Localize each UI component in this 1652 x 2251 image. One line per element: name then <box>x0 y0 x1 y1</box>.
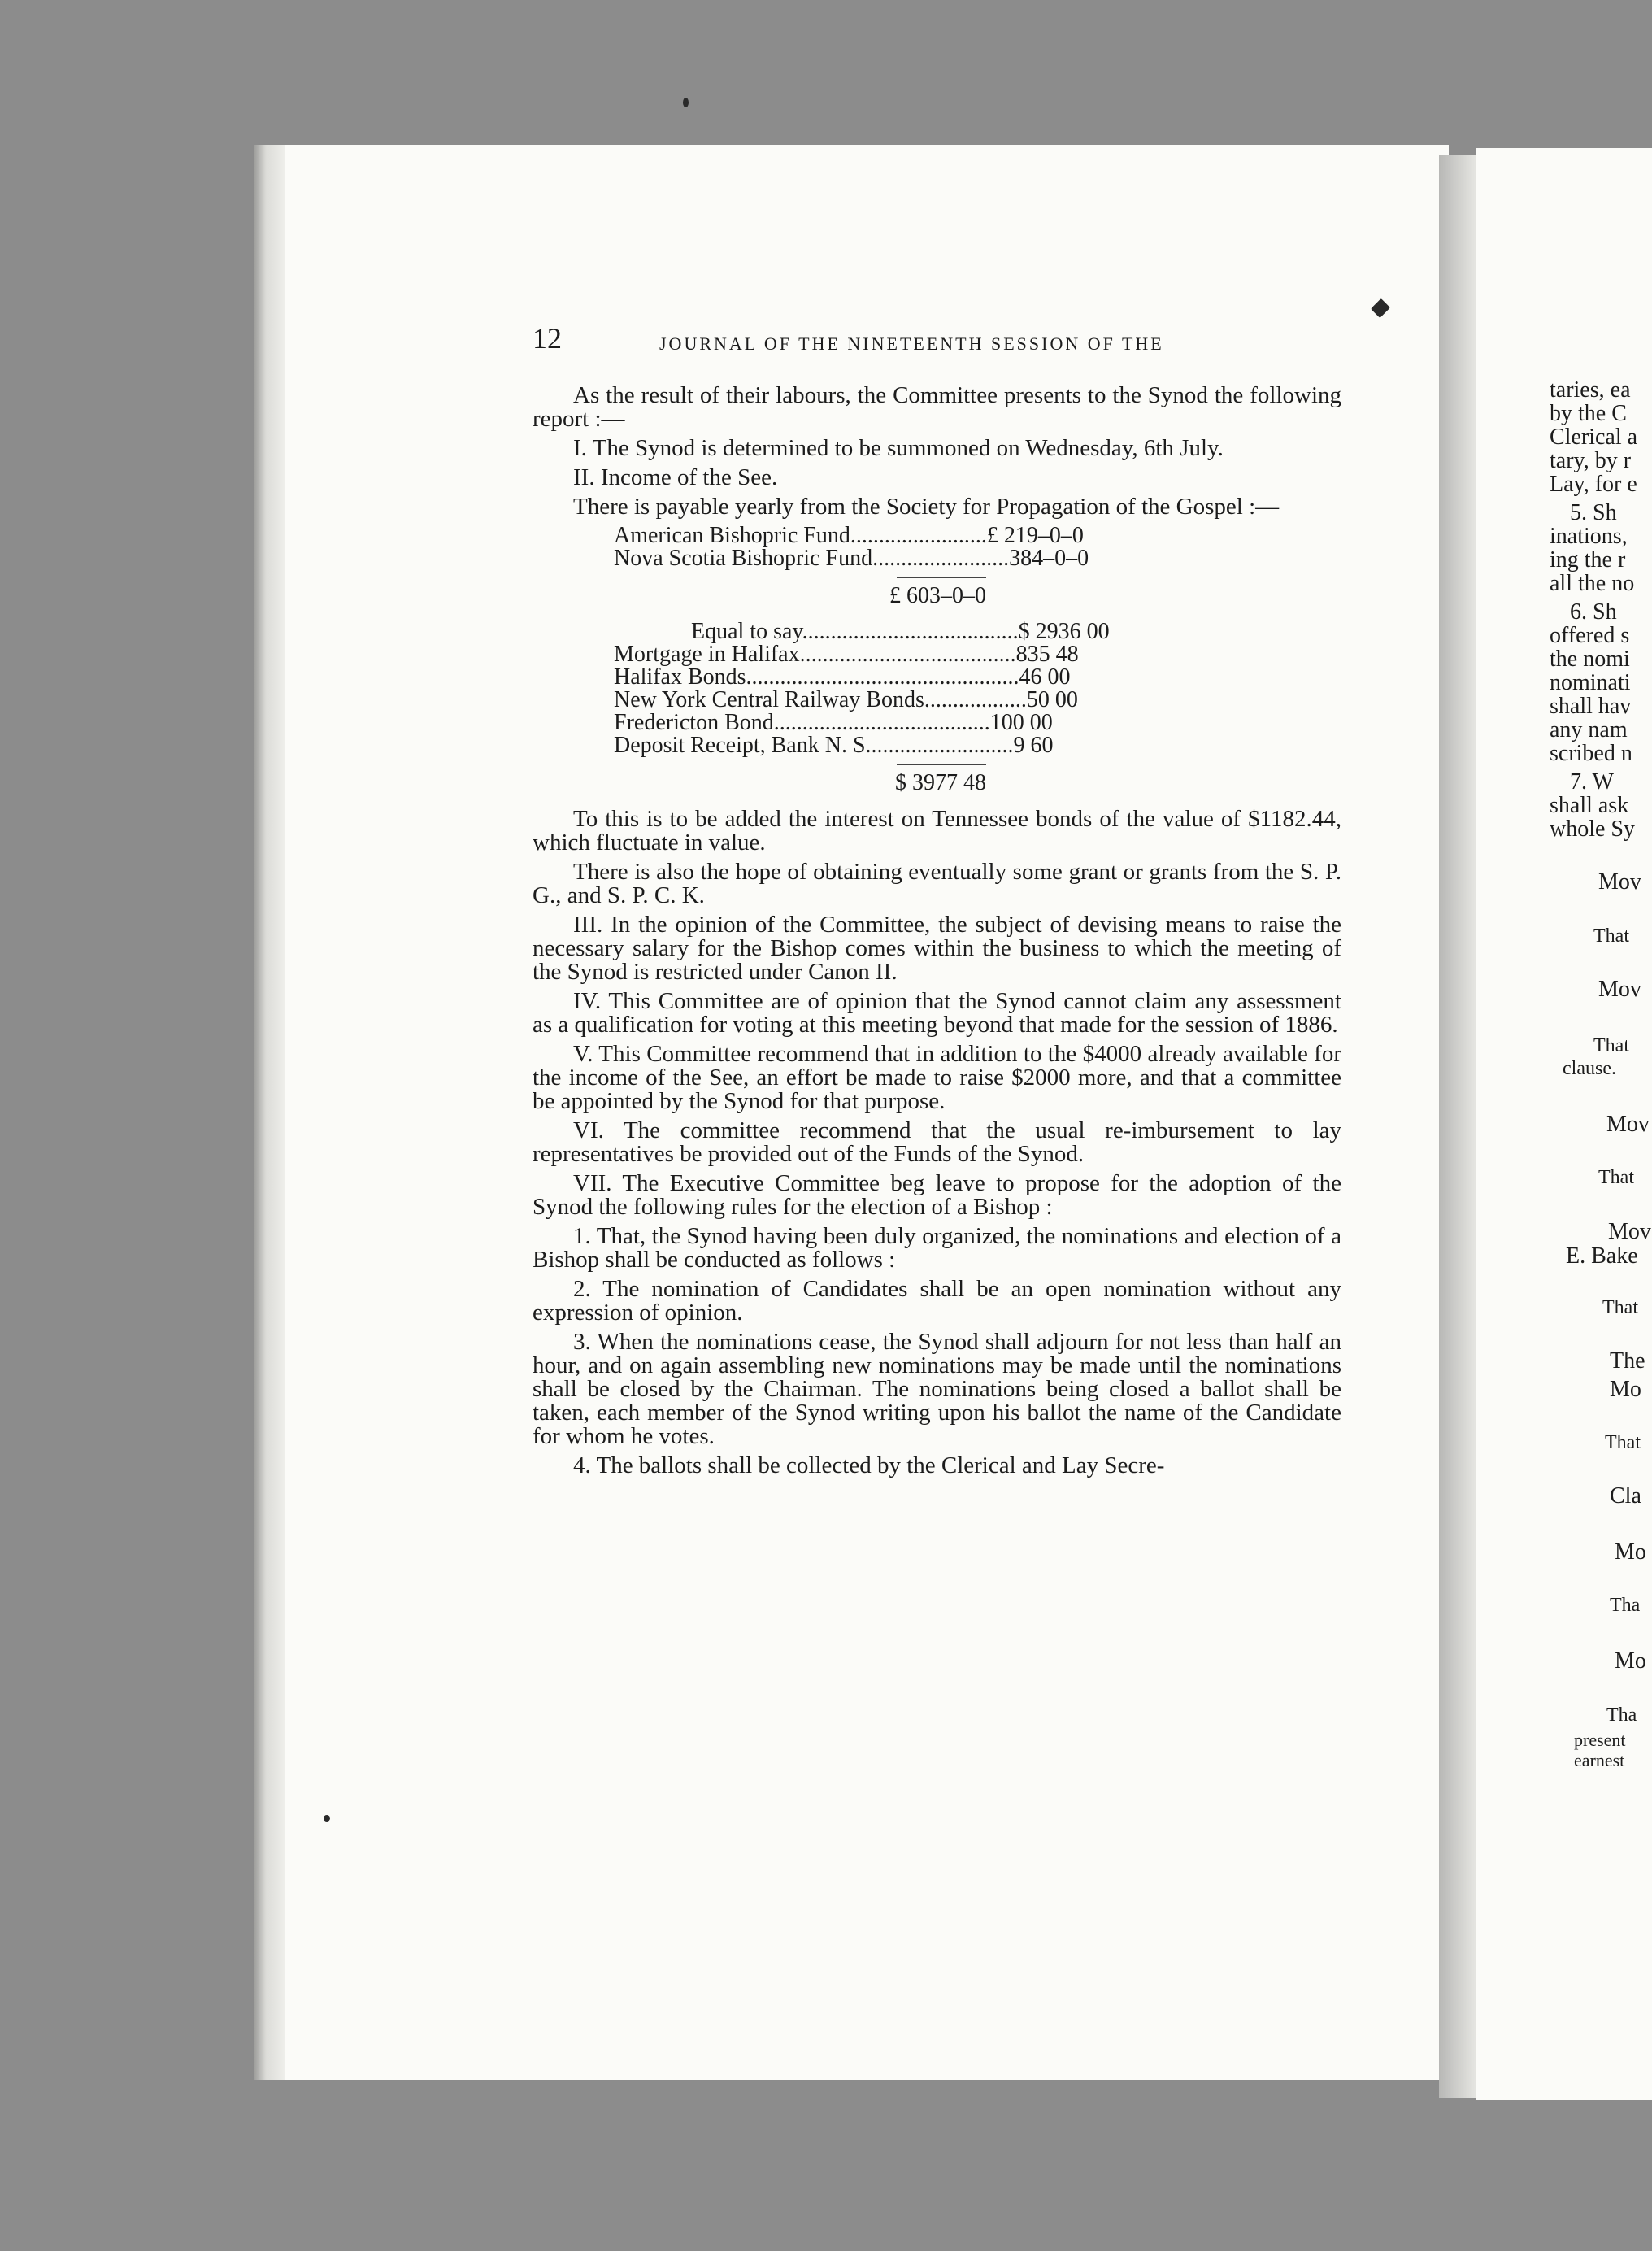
funds-table <box>614 523 1110 795</box>
rule-item: 2. The nomination of Candidates shall be an open nomination without any expression of opinion. <box>533 1276 1341 1326</box>
fragment: all the no <box>1550 571 1635 596</box>
fragment: shall ask <box>1550 793 1629 818</box>
item-label: Halifax Bonds................................................ <box>614 664 1019 690</box>
table-row <box>614 664 1071 690</box>
paragraph: V. This Committee recommend that in addition to the $4000 already available for the income of the See, an effort be made to raise $2000 more, and that a committee be appointed by the Synod for that purpose. <box>533 1041 1341 1114</box>
running-header <box>533 321 1346 370</box>
fragment: 6. Sh <box>1570 599 1617 625</box>
running-title: JOURNAL OF THE NINETEENTH SESSION OF THE <box>659 333 1164 354</box>
fund-label: American Bishopric Fund........................ <box>614 523 987 548</box>
paragraph: To this is to be added the interest on Tennessee bonds of the value of $1182.44, which fluctuate in value. <box>533 806 1341 856</box>
book-gutter <box>1439 155 1476 2098</box>
intro-paragraph: As the result of their labours, the Committee presents to the Synod the following report :— <box>533 382 1341 432</box>
fragment: whole Sy <box>1550 816 1635 842</box>
fragment: taries, ea <box>1550 377 1631 403</box>
sum-rule <box>897 764 986 765</box>
fragment: That <box>1593 1035 1629 1056</box>
item-amount: 50 00 <box>1026 687 1078 712</box>
speck <box>324 1815 330 1822</box>
fragment: Mov <box>1606 1112 1650 1137</box>
item-amount: 46 00 <box>1019 664 1071 690</box>
page-body <box>533 384 1341 1483</box>
fund-amount: 384–0–0 <box>1009 546 1089 571</box>
facing-page <box>1476 148 1652 2100</box>
table-row <box>614 523 1084 548</box>
fragment: Mo <box>1615 1648 1646 1674</box>
paragraph: VII. The Executive Committee beg leave to propose for the adoption of the Synod the following rules for the election of a Bishop : <box>533 1170 1341 1220</box>
fragment: E. Bake <box>1566 1243 1638 1269</box>
item-label: Deposit Receipt, Bank N. S.......................... <box>614 733 1014 758</box>
paragraph: III. In the opinion of the Committee, the subject of devising means to raise the necessary salary for the Bishop comes within the business to which the meeting of the Synod is restricted under Canon II. <box>533 912 1341 985</box>
fragment: Mov <box>1598 977 1641 1002</box>
sum-rule <box>897 577 986 578</box>
rule-item: 3. When the nominations cease, the Synod shall adjourn for not less than half an hour, and on again assembling new nominations may be made until the nominations shall be closed by the Chairman. The nominations being closed a ballot shall be taken, each member of the Synod writing upon his ballot the name of the Candidate for whom he votes. <box>533 1329 1341 1449</box>
item-amount: $ 2936 00 <box>1018 619 1110 644</box>
paragraph: VI. The committee recommend that the usual re-imbursement to lay representatives be provided out of the Funds of the Synod. <box>533 1117 1341 1167</box>
section-2-heading: II. Income of the See. <box>573 464 778 490</box>
fragment: That <box>1602 1297 1638 1318</box>
page-edge <box>254 145 285 2080</box>
fragment: That <box>1598 1167 1634 1188</box>
table-row <box>614 546 1089 571</box>
fragment: shall hav <box>1550 694 1632 719</box>
fragment: scribed n <box>1550 741 1632 766</box>
item-amount: 835 48 <box>1015 642 1079 667</box>
fragment: inations, <box>1550 524 1628 549</box>
table-row <box>614 642 1079 667</box>
table-row <box>614 619 1110 644</box>
fragment: earnest <box>1574 1750 1625 1770</box>
item-amount: 100 00 <box>989 710 1053 735</box>
fragment: by the C <box>1550 401 1627 426</box>
fragment: present <box>1574 1730 1626 1750</box>
rule-item: 1. That, the Synod having been duly organized, the nominations and election of a Bishop shall be conducted as follows : <box>533 1223 1341 1273</box>
fund-amount: £ 219–0–0 <box>986 523 1084 548</box>
fragment: 7. W <box>1570 769 1614 795</box>
item-label: Mortgage in Halifax...................................... <box>614 642 1016 667</box>
fragment: tary, by r <box>1550 448 1632 473</box>
fragment: Tha <box>1610 1595 1641 1616</box>
fragment: Mo <box>1610 1377 1641 1402</box>
fragment: Tha <box>1606 1705 1637 1726</box>
fragment: That <box>1605 1432 1641 1453</box>
paragraph: IV. This Committee are of opinion that the Synod cannot claim any assessment as a qualification for voting at this meeting beyond that made for the session of 1886. <box>533 988 1341 1038</box>
fragment: Mo <box>1615 1539 1646 1565</box>
section-1: I. The Synod is determined to be summoned on Wednesday, 6th July. <box>573 435 1224 461</box>
item-label: New York Central Railway Bonds.................. <box>614 687 1027 712</box>
page-number: 12 <box>533 322 562 355</box>
fragment: Mov <box>1608 1219 1651 1244</box>
fragment: clause. <box>1563 1058 1616 1079</box>
speck <box>683 98 689 107</box>
item-amount: 9 60 <box>1013 733 1054 758</box>
fragment: nominati <box>1550 670 1631 695</box>
item-label: Equal to say...................................... <box>691 619 1019 644</box>
fragment: any nam <box>1550 717 1628 742</box>
fragment: That <box>1593 925 1629 947</box>
fragment: the nomi <box>1550 647 1630 672</box>
section-2-text: There is payable yearly from the Society for Propagation of the Gospel :— <box>573 494 1280 520</box>
dollar-total: $ 3977 48 <box>895 770 986 795</box>
fragment: Mov <box>1598 869 1641 895</box>
item-label: Fredericton Bond...................................... <box>614 710 990 735</box>
fragment: ing the r <box>1550 547 1626 573</box>
fragment: Cla <box>1610 1483 1641 1509</box>
fragment: offered s <box>1550 623 1630 648</box>
fragment: 5. Sh <box>1570 500 1617 525</box>
table-row <box>614 687 1078 712</box>
sterling-total: £ 603–0–0 <box>889 583 986 608</box>
paragraph: There is also the hope of obtaining eventually some grant or grants from the S. P. G., and S. P. C. K. <box>533 859 1341 908</box>
table-row <box>614 710 1053 735</box>
table-row <box>614 733 1054 758</box>
fund-label: Nova Scotia Bishopric Fund........................ <box>614 546 1010 571</box>
fragment: Clerical a <box>1550 425 1638 450</box>
fragment: Lay, for e <box>1550 472 1637 497</box>
fragment: The <box>1610 1348 1645 1374</box>
rule-item: 4. The ballots shall be collected by the Clerical and Lay Secre- <box>573 1452 1165 1478</box>
